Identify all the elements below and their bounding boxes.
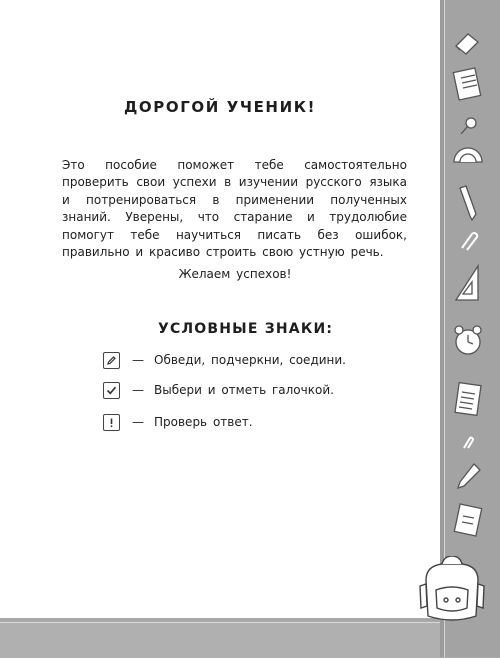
intro-paragraph: Это пособие поможет тебе самостоятельно проверить свои успехи в изучении русского языка и потренироваться в применении полученных знаний. Уверены, что старание и трудолюбие помогут тебе научиться писать без ошибок, правильно и красиво строить свою устную речь.: [62, 158, 407, 260]
page-title: ДОРОГОЙ УЧЕНИК!: [123, 98, 317, 116]
backpack-icon: [412, 556, 494, 628]
legend-item-check: [103, 379, 334, 401]
book-icon: [450, 500, 486, 540]
legend-text: Обведи, подчеркни, соедини.: [154, 353, 346, 367]
legend-dash: —: [132, 353, 144, 367]
pen-icon: [450, 182, 486, 224]
eraser-icon: [450, 28, 486, 58]
protractor-icon: [450, 140, 486, 170]
notebook-icon: [450, 378, 486, 420]
legend-dash: —: [132, 415, 144, 429]
pencil-icon: [103, 352, 120, 369]
clip-icon: [450, 432, 486, 452]
exclamation-icon: [103, 414, 120, 431]
notepad-icon: [450, 64, 486, 102]
legend-item-exclamation: [103, 411, 253, 433]
wish-text: Желаем успехов!: [178, 267, 292, 281]
paperclip-icon: [450, 228, 486, 254]
alarm-clock-icon: [450, 322, 486, 362]
checkmark-icon: [103, 382, 120, 399]
legend-text: Выбери и отметь галочкой.: [154, 383, 334, 397]
legend-item-pencil: [103, 349, 346, 371]
legend-title: УСЛОВНЫЕ ЗНАКИ:: [158, 321, 334, 337]
pencil-icon: [450, 458, 486, 494]
pushpin-icon: [450, 114, 486, 138]
legend-dash: —: [132, 383, 144, 397]
legend-text: Проверь ответ.: [154, 415, 253, 429]
